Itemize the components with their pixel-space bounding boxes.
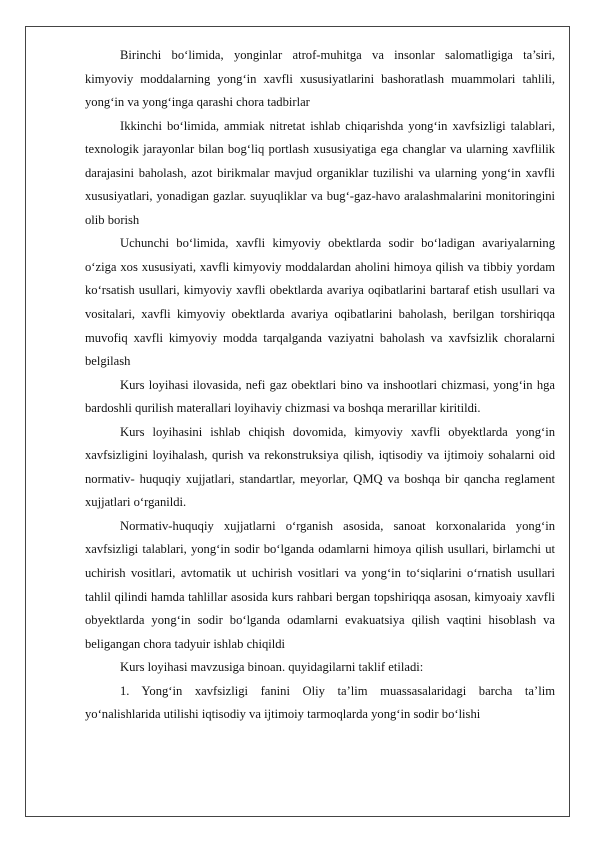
paragraph-proposals-intro: Kurs loyihasi mavzusiga binoan. quyidagilarni taklif etiladi: bbox=[120, 660, 424, 675]
paragraph-appendix: Kurs loyihasi ilovasida, nefi gaz obektlari bino va inshootlari chizmasi, yong‘in hga bardoshli qurilish materallari loyihaviy chizmasi va boshqa merarillar kiritildi. bbox=[85, 377, 555, 416]
document-body bbox=[85, 44, 555, 727]
paragraph-section-one: Birinchi bo‘limida, yonginlar atrof-muhitga va insonlar salomatligiga ta’siri, kimyoviy moddalarning yong‘in xavfli xususiyatlarini bashoratlash muammolari tahlili, yong‘in va yong‘inga qarashi chora tadbirlar bbox=[85, 48, 555, 110]
paragraph-proposal-one: 1. Yong‘in xavfsizligi fanini Oliy ta’lim muassasalaridagi barcha ta’lim yo‘nalishlarida utilishi iqtisodiy va ijtimoiy tarmoqlarda yong‘in sodir bo‘lishi bbox=[85, 683, 555, 722]
paragraph-section-two: Ikkinchi bo‘limida, ammiak nitretat ishlab chiqarishda yong‘in xavfsizligi talablari, texnologik jarayonlar bilan bog‘liq portlash xususiyatiga ega changlar va ularning xavflilik darajasini baholash, azot birikmalar mavjud organiklar tuzilishi va ularning yong‘in xavfli xususiyatlari, yonadigan gazlar. suyuqliklar va bug‘-gaz-havo aralashmalarini monitoringini olib borish bbox=[85, 118, 555, 227]
paragraph-regulations: Normativ-huquqiy xujjatlarni o‘rganish asosida, sanoat korxonalarida yong‘in xavfsizligi talablari, yong‘in sodir bo‘lganda odamlarni himoya qilish usullari, birlamchi ut uchirish vositlari, avtomatik ut uchirish vositlari va yong‘in to‘siqlarini o‘rnatish usullari tahlil qilindi hamda tahlillar asosida kurs rahbari bergan topshiriqqa asosan, kimyoaiy xavfli obyektlarda yong‘in sodir bo‘lganda odamlarni evakuatsiya qilish vaqtini hisoblash va beligangan chora tadyuir ishlab chiqildi bbox=[85, 518, 555, 651]
paragraph-section-three: Uchunchi bo‘limida, xavfli kimyoviy obektlarda sodir bo‘ladigan avariyalarning o‘ziga xos xususiyati, xavfli kimyoviy moddalardan aholini himoya qilish va tibbiy yordam ko‘rsatish usullari, kimyoviy xavfli obektlarda avariya oqibatlarini bartaraf etish usullari va vositalari, xavfli kimyoviy obektlarda avariya oqibatlarini baholash, berilgan torshiriqqa muvofiq xavfli kimyoviy modda tarqalganda vaziyatni baholash va xavfsizlik choralarni belgilash bbox=[85, 236, 555, 369]
paragraph-course-work: Kurs loyihasini ishlab chiqish dovomida, kimyoviy xavfli obyektlarda yong‘in xavfsizligini loyihalash, qurish va rekonstruksiya qilish, iqtisodiy va ijtimoiy sohalarni oid normativ- huquqiy xujjatlari, standartlar, meyorlar, QMQ va boshqa bir qancha reglament xujjatlari o‘rganildi. bbox=[85, 424, 555, 510]
